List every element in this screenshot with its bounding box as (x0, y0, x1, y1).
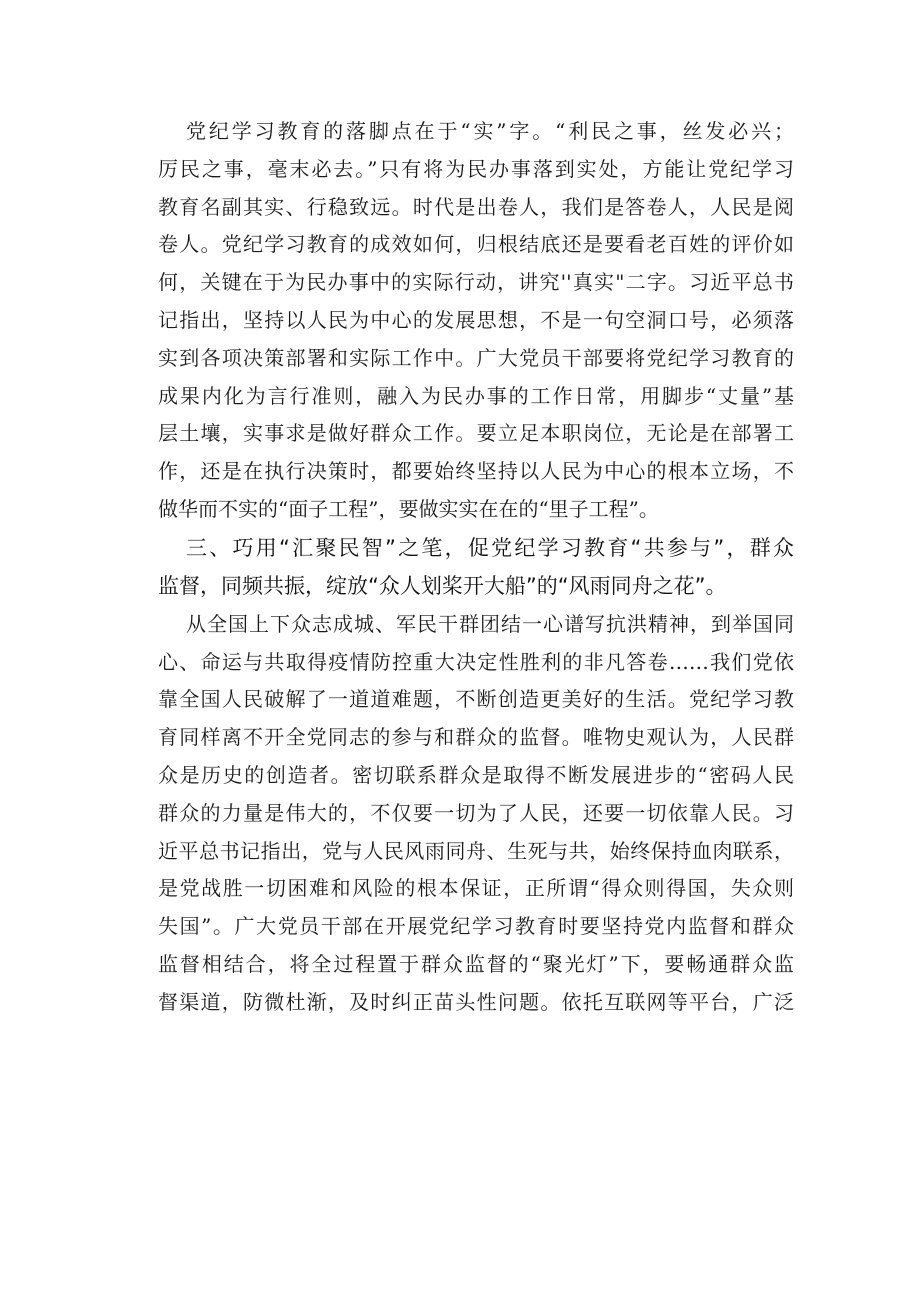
text-line: 监督相结合，将全过程置于群众监督的“聚光灯”下，要畅通群众监 (158, 951, 794, 976)
text-line: 教育名副其实、行稳致远。时代是出卷人，我们是答卷人，人民是阅 (158, 194, 794, 219)
text-line: 群众的力量是伟大的，不仅要一切为了人民，还要一切依靠人民。习 (158, 800, 794, 825)
heading-line: 三、巧用“汇聚民智”之笔，促党纪学习教育“共参与”，群众 (186, 535, 794, 560)
text-line: 靠全国人民破解了一道道难题，不断创造更美好的生活。党纪学习教 (158, 687, 794, 712)
text-line: 育同样离不开全党同志的参与和群众的监督。唯物史观认为，人民群 (158, 725, 794, 750)
text-line: 做华而不实的“面子工程”，要做实实在在的“里子工程”。 (158, 496, 659, 521)
text-line: 近平总书记指出，党与人民风雨同舟、生死与共，始终保持血肉联系， (158, 838, 794, 863)
text-line: 实到各项决策部署和实际工作中。广大党员干部要将党纪学习教育的 (158, 345, 794, 370)
text-line: 众是历史的创造者。密切联系群众是取得不断发展进步的“密码人民 (158, 762, 794, 787)
text-line: 厉民之事，毫末必去。”只有将为民办事落到实处，方能让党纪学习 (158, 156, 794, 181)
text-line: 成果内化为言行准则，融入为民办事的工作日常，用脚步“丈量”基 (158, 383, 794, 408)
text-line: 层土壤，实事求是做好群众工作。要立足本职岗位，无论是在部署工 (158, 421, 794, 446)
text-line: 心、命运与共取得疫情防控重大决定性胜利的非凡答卷……我们党依 (158, 649, 794, 674)
document-body (158, 113, 794, 1022)
paragraph-2 (158, 606, 794, 1022)
text-line: 何，关键在于为民办事中的实际行动，讲究''真实"二字。习近平总书 (158, 270, 794, 295)
text-line: 督渠道，防微杜渐，及时纠正苗头性问题。依托互联网等平台，广泛 (158, 989, 794, 1014)
text-line: 从全国上下众志成城、军民干群团结一心谱写抗洪精神，到举国同 (186, 611, 794, 636)
text-line: 卷人。党纪学习教育的成效如何，归根结底还是要看老百姓的评价如 (158, 232, 794, 257)
text-line: 党纪学习教育的落脚点在于“实”字。“利民之事，丝发必兴； (186, 119, 794, 143)
text-line: 记指出，坚持以人民为中心的发展思想，不是一句空洞口号，必须落 (158, 307, 794, 332)
section-heading (158, 529, 794, 606)
text-line: 作，还是在执行决策时，都要始终坚持以人民为中心的根本立场，不 (158, 459, 794, 484)
paragraph-1 (158, 113, 794, 529)
text-line: 失国”。广大党员干部在开展党纪学习教育时要坚持党内监督和群众 (158, 914, 794, 939)
heading-line: 监督，同频共振，绽放“众人划桨开大船”的“风雨同舟之花”。 (158, 574, 727, 599)
text-line: 是党战胜一切困难和风险的根本保证，正所谓“得众则得国，失众则 (158, 876, 794, 901)
